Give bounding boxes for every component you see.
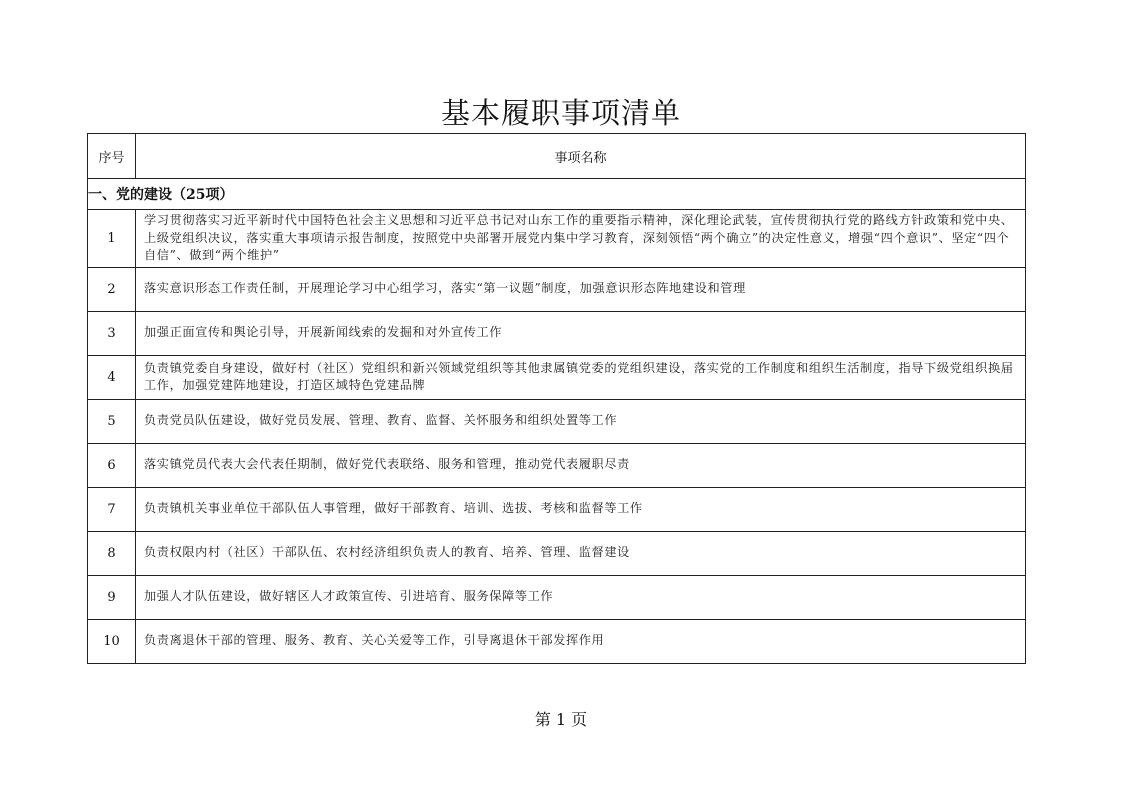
table-row [88,575,1026,619]
row-no: 3 [88,311,136,355]
row-name: 加强人才队伍建设，做好辖区人才政策宣传、引进培育、服务保障等工作 [136,575,1026,619]
table-row [88,399,1026,443]
row-name: 负责权限内村（社区）干部队伍、农村经济组织负责人的教育、培养、管理、监督建设 [136,531,1026,575]
row-no: 6 [88,443,136,487]
table-row [88,355,1026,399]
row-name: 负责镇机关事业单位干部队伍人事管理，做好干部教育、培训、选拔、考核和监督等工作 [136,487,1026,531]
section-row [88,179,1026,210]
duty-table [87,133,1026,664]
row-no: 5 [88,399,136,443]
row-no: 8 [88,531,136,575]
row-name: 落实镇党员代表大会代表任期制，做好党代表联络、服务和管理，推动党代表履职尽责 [136,443,1026,487]
row-name: 落实意识形态工作责任制，开展理论学习中心组学习，落实“第一议题”制度，加强意识形态阵地建设和管理 [136,267,1026,311]
table-row [88,311,1026,355]
row-name: 负责党员队伍建设，做好党员发展、管理、教育、监督、关怀服务和组织处置等工作 [136,399,1026,443]
header-name: 事项名称 [136,134,1026,179]
page-number: 第 1 页 [534,710,588,729]
section-title: 一、党的建设（25项） [88,179,1026,210]
row-no: 7 [88,487,136,531]
row-no: 9 [88,575,136,619]
row-name: 学习贯彻落实习近平新时代中国特色社会主义思想和习近平总书记对山东工作的重要指示精神，深化理论武装，宣传贯彻执行党的路线方针政策和党中央、上级党组织决议，落实重大事项请示报告制度，按照党中央部署开展党内集中学习教育，深刻领悟“两个确立”的决定性意义，增强“四个意识”、坚定“四个自信”、做到“两个维护” [136,210,1026,268]
table-header-row [88,134,1026,179]
row-no: 10 [88,619,136,663]
table-row [88,531,1026,575]
row-no: 2 [88,267,136,311]
row-name: 加强正面宣传和舆论引导，开展新闻线索的发掘和对外宣传工作 [136,311,1026,355]
table-row [88,619,1026,663]
table-row [88,487,1026,531]
row-no: 1 [88,210,136,268]
table-row [88,210,1026,268]
header-no: 序号 [88,134,136,179]
table-row [88,443,1026,487]
row-no: 4 [88,355,136,399]
row-name: 负责镇党委自身建设，做好村（社区）党组织和新兴领域党组织等其他隶属镇党委的党组织建设，落实党的工作制度和组织生活制度，指导下级党组织换届工作，加强党建阵地建设，打造区域特色党建品牌 [136,355,1026,399]
row-name: 负责离退休干部的管理、服务、教育、关心关爱等工作，引导离退休干部发挥作用 [136,619,1026,663]
document-title: 基本履职事项清单 [440,96,681,130]
table-row [88,267,1026,311]
